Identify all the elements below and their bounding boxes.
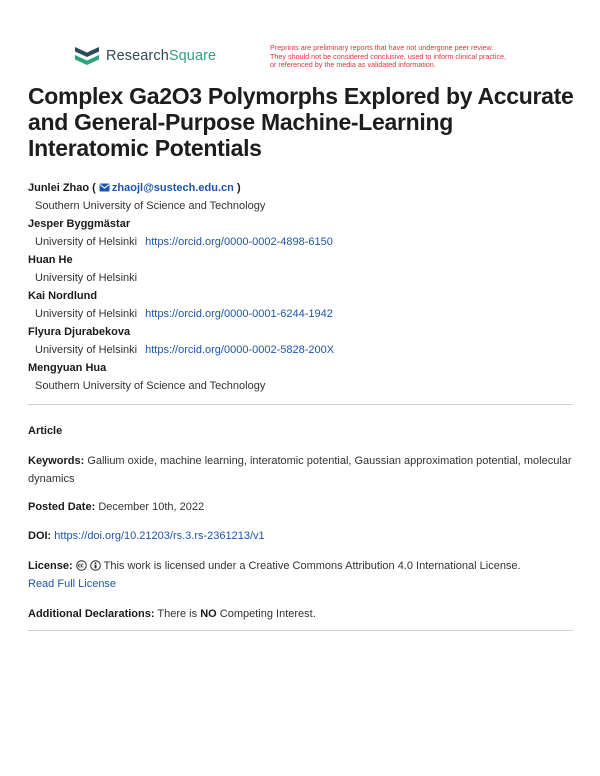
page-header xyxy=(74,44,572,74)
author-name: Jesper Byggmästar xyxy=(28,218,131,230)
author-list xyxy=(28,179,578,395)
author-affiliation: University of Helsinki https://orcid.org/0000-0002-4898-6150 xyxy=(35,236,333,248)
divider xyxy=(28,630,573,631)
orcid-link[interactable]: https://orcid.org/0000-0002-4898-6150 xyxy=(145,236,333,248)
author-affiliation: Southern University of Science and Technology xyxy=(35,380,266,392)
author-affiliation: University of Helsinki xyxy=(35,272,138,284)
author-name: Huan He xyxy=(28,254,73,266)
doi-link[interactable]: https://doi.org/10.21203/rs.3.rs-2361213/v1 xyxy=(54,530,265,542)
additional-declarations: Additional Declarations: There is NO Competing Interest. xyxy=(28,608,316,620)
author-name: Kai Nordlund xyxy=(28,290,98,302)
author-name: Junlei Zhao ( zhaojl@sustech.edu.cn ) xyxy=(28,182,241,194)
author-affiliation: University of Helsinki https://orcid.org/0000-0002-5828-200X xyxy=(35,344,335,356)
disclaimer-line: or referenced by the media as validated information. xyxy=(270,60,436,70)
creative-commons-icon xyxy=(76,560,87,571)
posted-date: Posted Date: December 10th, 2022 xyxy=(28,501,205,513)
disclaimer-line: Preprints are preliminary reports that have not undergone peer review. xyxy=(270,43,494,52)
divider xyxy=(28,404,573,405)
author-affiliation: Southern University of Science and Technology xyxy=(35,200,266,212)
paper-title: Complex Ga2O3 Polymorphs Explored by Accurate and General-Purpose Machine-Learning Interatomic Potentials xyxy=(28,83,574,161)
keywords: Keywords: Gallium oxide, machine learning, interatomic potential, Gaussian approximation potential, molecular dynamics xyxy=(28,455,572,485)
disclaimer-line: They should not be considered conclusive, used to inform clinical practice, xyxy=(270,51,507,61)
envelope-icon xyxy=(99,183,110,192)
brand-name: ResearchSquare xyxy=(106,48,217,64)
orcid-link[interactable]: https://orcid.org/0000-0001-6244-1942 xyxy=(145,308,333,320)
author-email-link[interactable]: zhaojl@sustech.edu.cn xyxy=(99,182,237,194)
license: License: This work is licensed under a Creative Commons Attribution 4.0 International License. Read Full License xyxy=(28,560,521,590)
author-name: Mengyuan Hua xyxy=(28,362,107,374)
research-square-logo[interactable] xyxy=(74,46,216,66)
research-square-logo-icon xyxy=(74,46,100,66)
author-affiliation: University of Helsinki https://orcid.org/0000-0001-6244-1942 xyxy=(35,308,333,320)
author-name: Flyura Djurabekova xyxy=(28,326,131,338)
article-type: Article xyxy=(28,425,63,437)
orcid-link[interactable]: https://orcid.org/0000-0002-5828-200X xyxy=(145,344,335,356)
preprint-disclaimer xyxy=(270,44,570,70)
attribution-icon xyxy=(90,560,101,571)
doi: DOI: https://doi.org/10.21203/rs.3.rs-2361213/v1 xyxy=(28,530,265,542)
read-license-link[interactable]: Read Full License xyxy=(28,578,117,590)
